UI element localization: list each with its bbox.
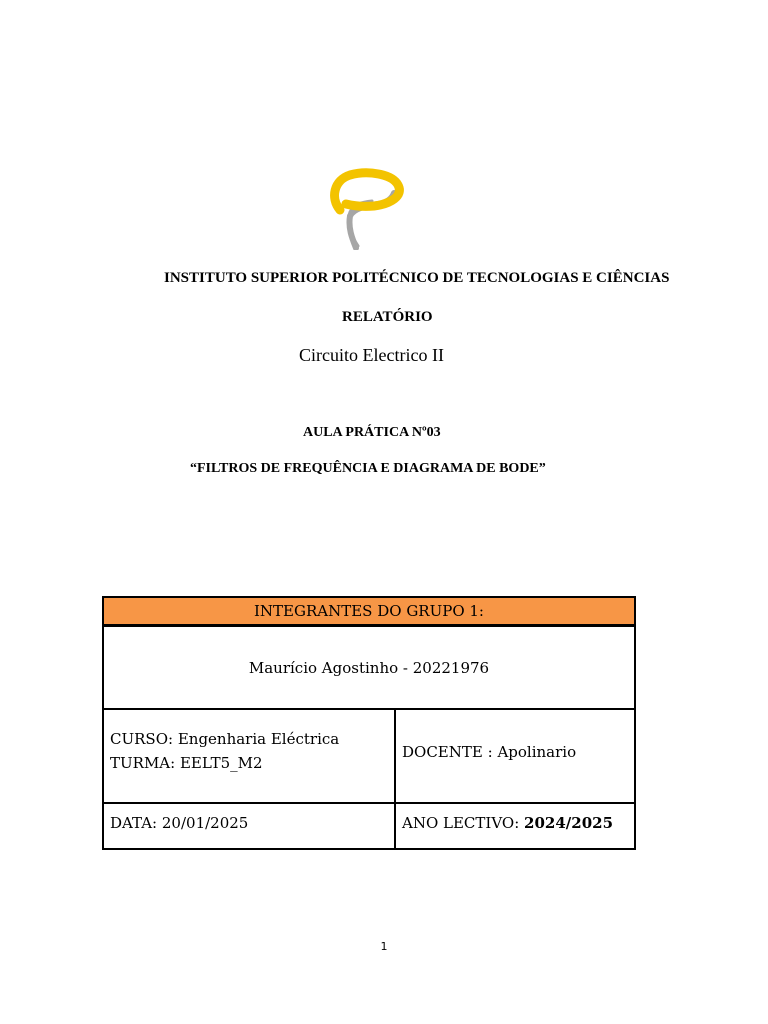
table-header <box>104 598 634 626</box>
institute-logo <box>326 168 406 250</box>
year-label: ANO LECTIVO: <box>402 814 520 832</box>
course-label: CURSO: <box>110 730 174 748</box>
topic-title: “FILTROS DE FREQUÊNCIA E DIAGRAMA DE BODE” <box>190 461 546 476</box>
teacher-label: DOCENTE : <box>402 743 493 761</box>
course-value: Engenharia Eléctrica <box>177 730 340 748</box>
lesson-number: AULA PRÁTICA Nº03 <box>303 425 441 440</box>
course-cell <box>104 710 396 802</box>
year-value: 2024/2025 <box>524 814 614 832</box>
course-row <box>104 710 634 804</box>
group-info-table <box>102 596 636 850</box>
teacher-cell <box>396 710 634 802</box>
date-cell <box>104 804 396 848</box>
member-entry: Maurício Agostinho - 20221976 <box>248 658 490 677</box>
class-value: EELT5_M2 <box>179 754 263 772</box>
report-label: RELATÓRIO <box>342 309 433 325</box>
year-cell <box>396 804 634 848</box>
page-number: 1 <box>380 940 388 953</box>
table-header-label: INTEGRANTES DO GRUPO 1: <box>253 602 484 620</box>
date-label: DATA: <box>110 814 158 832</box>
date-row <box>104 804 634 848</box>
members-row <box>104 626 634 710</box>
date-value: 20/01/2025 <box>161 814 249 832</box>
subject-title: Circuito Electrico II <box>299 345 444 365</box>
class-label: TURMA: <box>110 754 176 772</box>
teacher-value: Apolinario <box>497 743 577 761</box>
institute-name: INSTITUTO SUPERIOR POLITÉCNICO DE TECNOLOGIAS E CIÊNCIAS <box>164 270 670 286</box>
